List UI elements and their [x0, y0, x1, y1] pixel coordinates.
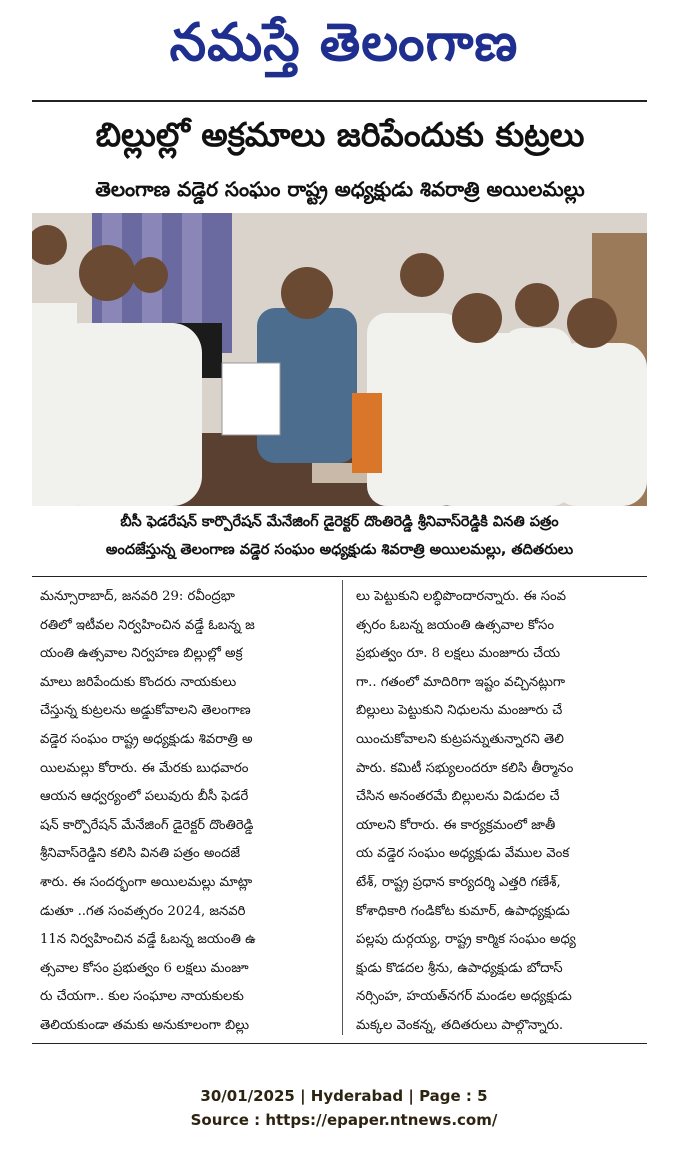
article-line: యించుకోవాలని కుట్రపన్నుతున్నారని తెలి: [356, 731, 564, 747]
article-line: టేశ్, రాష్ట్ర ప్రధాన కార్యదర్శి ఎత్తరి గణేశ్,: [356, 874, 561, 890]
column-divider: [342, 580, 343, 1035]
article-line: తెలియకుండా తమకు అనుకూలంగా బిల్లు: [40, 1017, 250, 1033]
article-line: రు చేయగా.. కుల సంఘాల నాయకులకు: [40, 989, 244, 1005]
article-line: య వడ్డెర సంఘం అధ్యక్షుడు వేముల వెంక: [356, 846, 570, 862]
clipped-next-article-line: [40, 1064, 640, 1074]
article-top-rule: [32, 576, 647, 577]
article-line: మక్కల వెంకన్న, తదితరులు పాల్గొన్నారు.: [356, 1017, 564, 1033]
article-right-column: [356, 583, 646, 1041]
headline: బిల్లుల్లో అక్రమాలు జరిపేందుకు కుట్రలు: [95, 115, 585, 154]
article-line: చేస్తున్న కుట్రలను అడ్డుకోవాలని తెలంగాణ: [40, 703, 251, 719]
footer-date-edition: 30/01/2025 | Hyderabad | Page : 5: [200, 1087, 488, 1105]
photo-icon: [32, 213, 647, 506]
photo-caption: [32, 508, 647, 568]
article-line: ఆయన ఆధ్వర్యంలో పలువురు బీసీ ఫెడరే: [40, 789, 249, 805]
footer-source: Source : https://epaper.ntnews.com/: [190, 1111, 498, 1129]
article-line: త్సరం ఓబన్న జయంతి ఉత్సవాల కోసం: [356, 617, 555, 633]
article-line: లు పెట్టుకుని లబ్ధిపొందారన్నారు. ఈ సంవ: [356, 589, 567, 604]
article-line: కోశాధికారి గండికోట కుమార్, ఉపాధ్యక్షుడు: [356, 903, 570, 919]
news-photo: [32, 213, 647, 506]
article-line: యంతి ఉత్సవాల నిర్వహణ బిల్లుల్లో అక్ర: [40, 646, 243, 662]
article-line: 11న నిర్వహించిన వడ్డే ఓబన్న జయంతి ఉ: [40, 932, 256, 948]
article-left-column: [40, 583, 330, 1041]
article-line: మన్సూరాబాద్, జనవరి 29: రవీంద్రభా: [40, 589, 235, 604]
article-line: చేసిన అనంతరమే బిల్లులను విడుదల చే: [356, 789, 560, 805]
article-line: శ్రీనివాస్‌రెడ్డిని కలిసి వినతి పత్రం అందజే: [40, 846, 241, 862]
article-line: గా.. గతంలో మాదిరిగా ఇష్టం వచ్చినట్లుగా: [356, 674, 566, 690]
article-line: రతిలో ఇటీవల నిర్వహించిన వడ్డే ఓబన్న జ: [40, 617, 255, 633]
caption-line-1: బీసీ ఫెడరేషన్ కార్పొరేషన్ మేనేజింగ్ డైరెక్టర్ దొంతిరెడ్డి శ్రీనివాస్‌రెడ్డికి వినతి పత్రం: [120, 514, 559, 530]
caption-line-2: అందజేస్తున్న తెలంగాణ వడ్డెర సంఘం అధ్యక్షుడు శివరాత్రి అయిలమల్లు, తదితరులు: [105, 542, 574, 558]
article-line: పారు. కమిటీ సభ్యులందరూ కలిసి తీర్మానం: [356, 760, 574, 776]
article-line: ప్రభుత్వం రూ. 8 లక్షలు మంజూరు చేయ: [356, 646, 561, 662]
article-line: డుతూ ..గత సంవత్సరం 2024, జనవరి: [40, 903, 246, 919]
article-bottom-rule: [32, 1043, 647, 1044]
article-line: క్షుడు కొడదల శ్రీను, ఉపాధ్యక్షుడు బోదాస్: [356, 960, 563, 976]
subheadline: తెలంగాణ వడ్డెర సంఘం రాష్ట్ర అధ్యక్షుడు శివరాత్రి అయిలమల్లు: [95, 177, 585, 201]
article-line: శారు. ఈ సందర్భంగా అయిలమల్లు మాట్లా: [40, 874, 253, 890]
article-line: పల్లపు దుర్గయ్య, రాష్ట్ర కార్మిక సంఘం అధ్య: [356, 932, 576, 948]
article-line: మాలు జరిపేందుకు కొందరు నాయకులు: [40, 674, 237, 690]
article-line: షన్ కార్పొరేషన్ మేనేజింగ్ డైరెక్టర్ దొంతిరెడ్డి: [40, 817, 254, 833]
article-line: యిలమల్లు కోరారు. ఈ మేరకు బుధవారం: [40, 760, 249, 776]
article-line: వడ్డెర సంఘం రాష్ట్ర అధ్యక్షుడు శివరాత్రి అ: [40, 731, 253, 747]
article-line: యాలని కోరారు. ఈ కార్యక్రమంలో జాతీ: [356, 817, 556, 833]
masthead-title: నమస్తే తెలంగాణ: [169, 12, 519, 73]
article-line: త్సవాల కోసం ప్రభుత్వం 6 లక్షలు మంజూ: [40, 960, 249, 976]
article-line: బిల్లులు పెట్టుకుని నిధులను మంజూరు చే: [356, 703, 563, 719]
article-line: నర్సింహ, హయత్‌నగర్ మండల అధ్యక్షుడు: [356, 989, 572, 1005]
headline-top-rule: [32, 100, 647, 102]
